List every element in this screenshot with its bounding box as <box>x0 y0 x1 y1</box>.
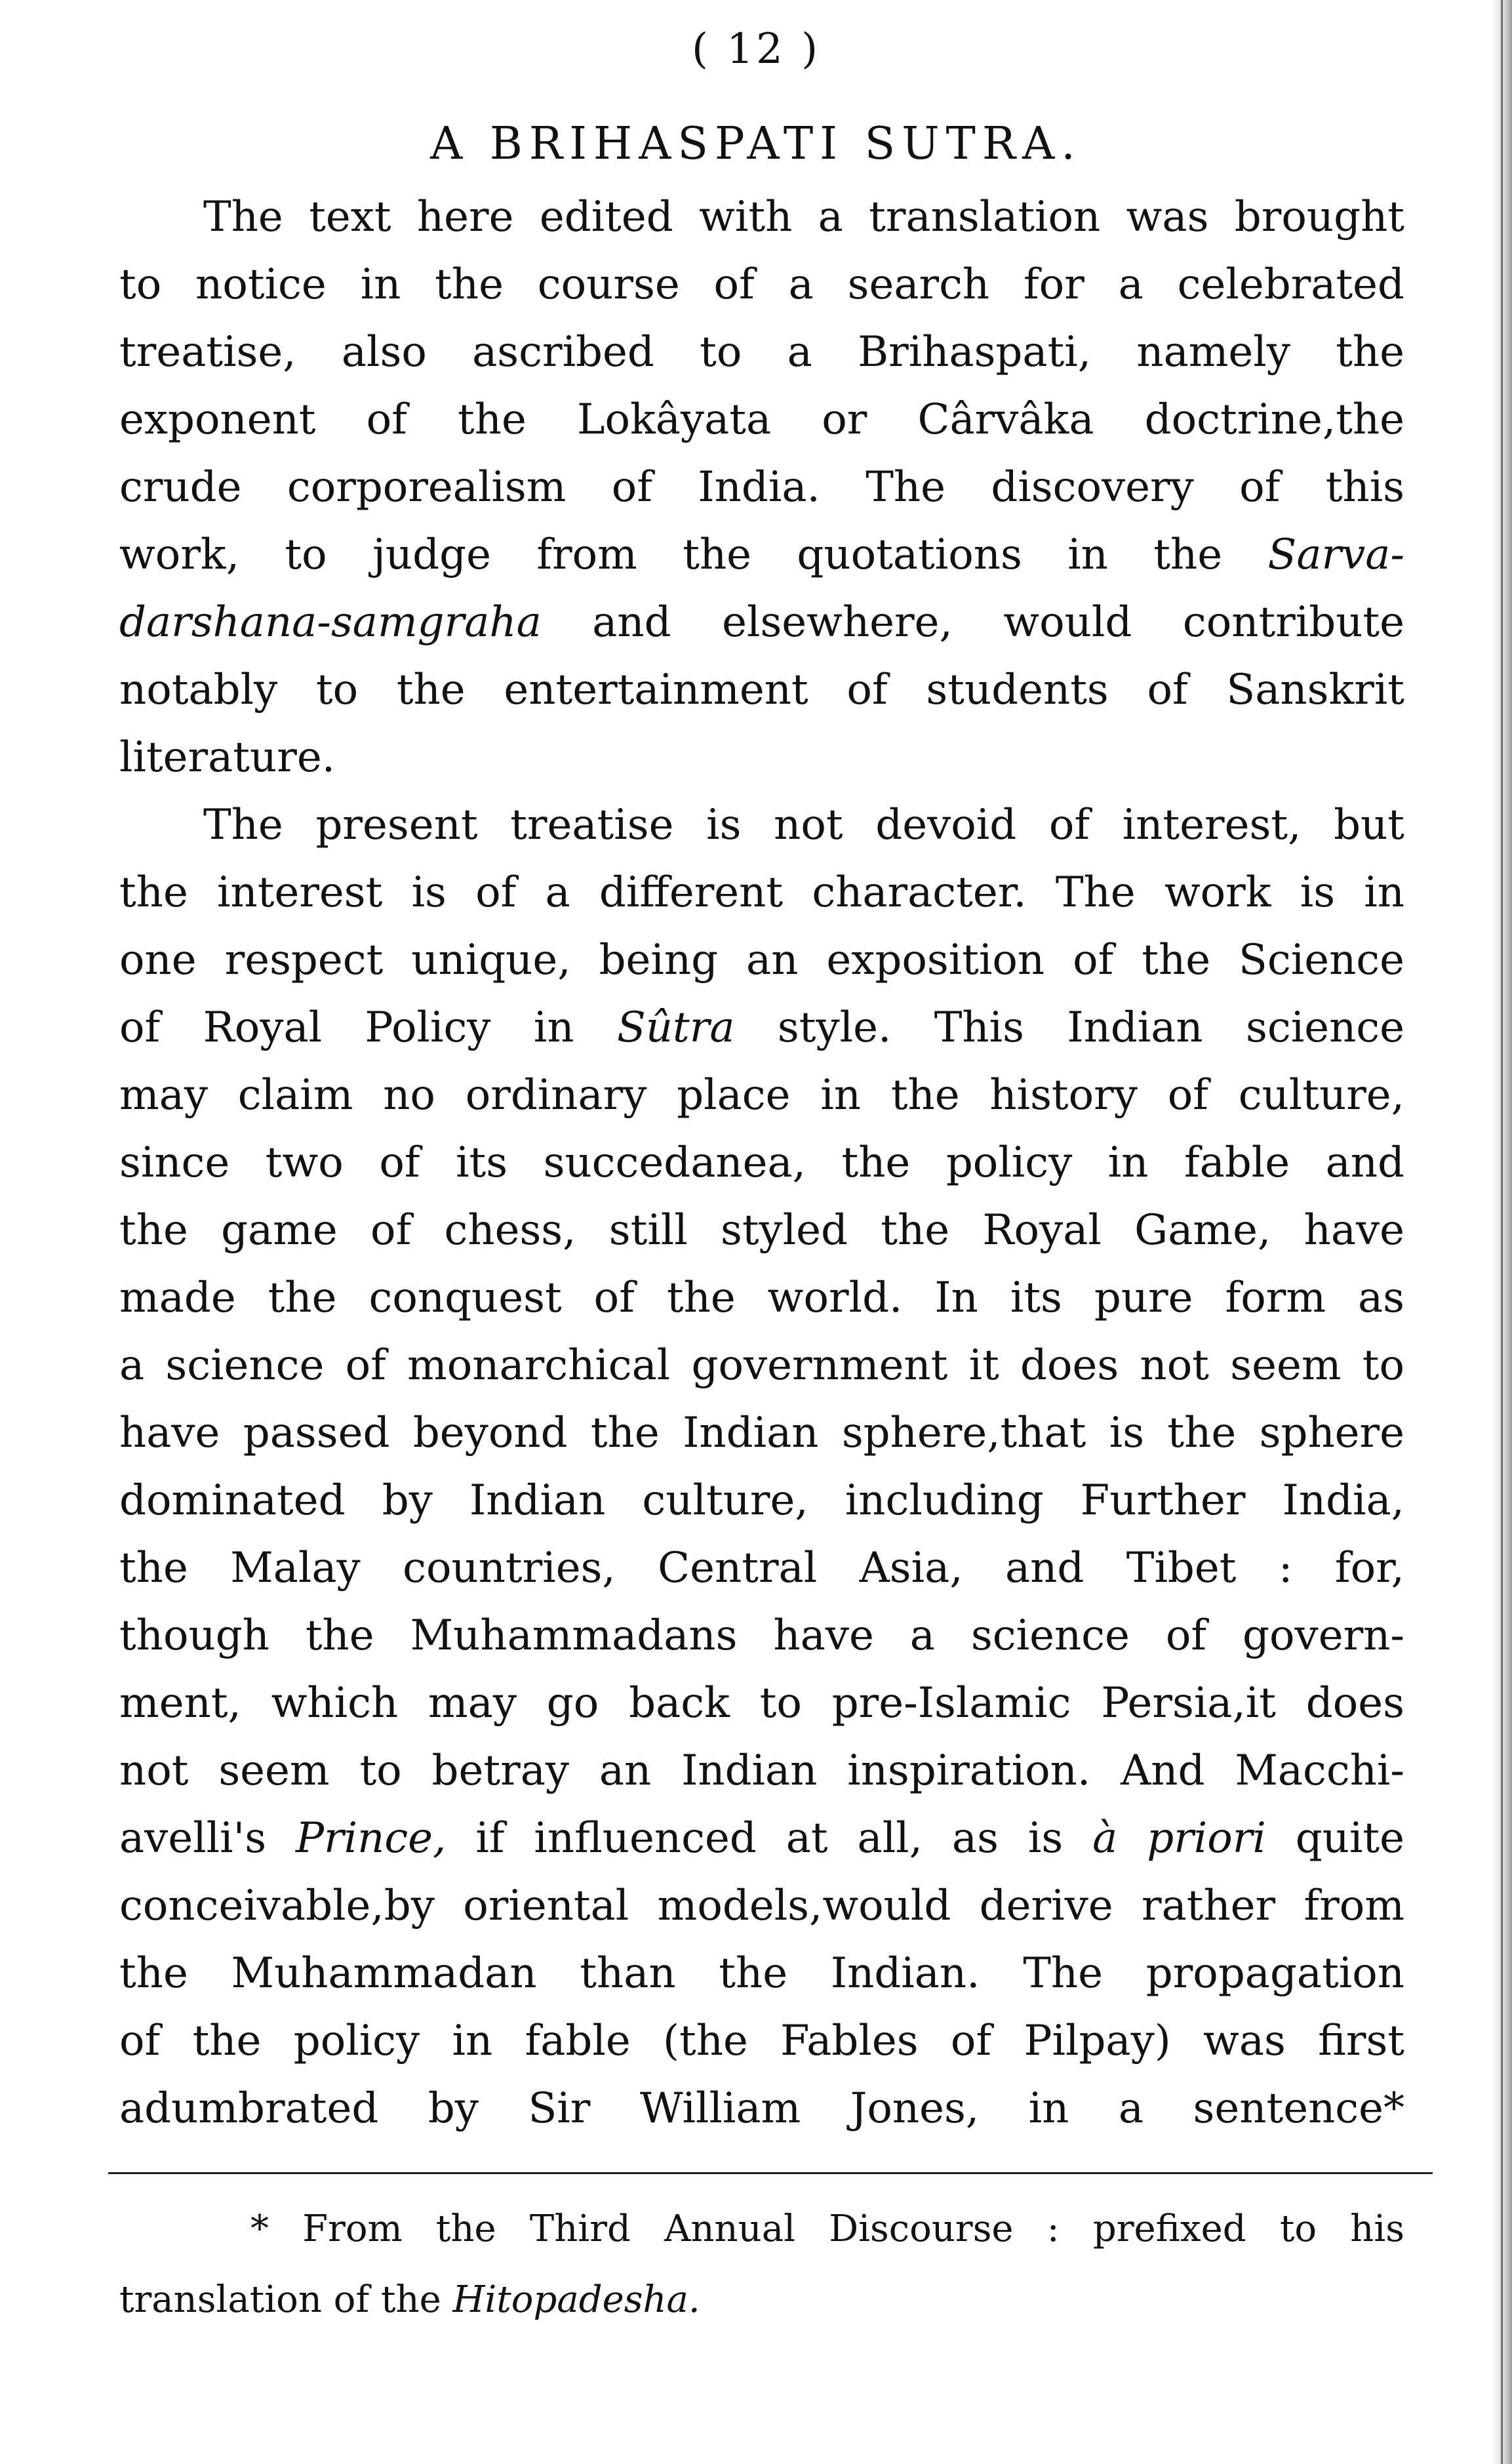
text-line: of the policy in fable (the Fables of Pilpay) was first <box>119 2017 1404 2065</box>
text-span: avelli's <box>119 1814 296 1863</box>
text-line: literature. <box>119 733 336 782</box>
italic-title: Prince, <box>295 1814 447 1863</box>
text-line: adumbrated by Sir William Jones, in a sentence* <box>119 2084 1404 2133</box>
text-line: notably to the entertainment of students of Sanskrit <box>119 666 1404 714</box>
text-line: the Muhammadan than the Indian. The propagation <box>119 1949 1404 1998</box>
text-line: since two of its succedanea, the policy in fable and <box>119 1139 1404 1187</box>
italic-word: Sûtra <box>616 1003 735 1052</box>
text-line <box>119 589 1404 656</box>
footnote-line: * From the Third Annual Discourse : prefixed to his <box>250 2208 1404 2250</box>
text-line: the game of chess, still styled the Royal Game, have <box>119 1206 1404 1255</box>
page-number: ( 12 ) <box>691 25 821 73</box>
text-line: though the Muhammadans have a science of govern- <box>119 1611 1404 1660</box>
text-span: style. This Indian science <box>734 1003 1404 1052</box>
text-span: if influenced at all, as is <box>446 1814 1093 1863</box>
text-line: the Malay countries, Central Asia, and Tibet : for, <box>119 1544 1404 1592</box>
text-line: dominated by Indian culture, including Further India, <box>119 1476 1404 1525</box>
text-line: the interest is of a different character. The work is in <box>119 868 1404 917</box>
text-line: conceivable,by oriental models,would derive rather from <box>119 1882 1404 1930</box>
text-span: work, to judge from the quotations in the <box>119 531 1223 579</box>
footnote <box>119 2194 1404 2335</box>
text-line: to notice in the course of a search for a celebrated <box>119 260 1404 309</box>
text-span: of Royal Policy in <box>119 1003 617 1052</box>
text-line: not seem to betray an Indian inspiration. And Macchi- <box>119 1747 1404 1795</box>
text-span: translation of the <box>119 2278 453 2321</box>
text-line: made the conquest of the world. In its pure form as <box>119 1274 1404 1322</box>
text-line: may claim no ordinary place in the history of culture, <box>119 1071 1404 1120</box>
page-edge-line <box>1501 0 1503 2464</box>
text-line: have passed beyond the Indian sphere,that is the sphere <box>119 1409 1404 1457</box>
text-span: quite <box>1265 1814 1404 1863</box>
footnote-line <box>119 2265 1404 2335</box>
italic-title: darshana-samgraha <box>119 598 542 647</box>
text-line <box>119 994 1404 1062</box>
footnote-rule <box>108 2172 1433 2174</box>
body-text <box>119 184 1404 2143</box>
text-span: and elsewhere, would contribute <box>541 598 1404 647</box>
italic-phrase: à priori <box>1092 1814 1266 1863</box>
text-line <box>119 521 1404 589</box>
text-line: The text here edited with a translation was brought <box>203 193 1404 241</box>
italic-title: Sarva- <box>1267 531 1404 579</box>
text-line: exponent of the Lokâyata or Cârvâka doctrine,the <box>119 395 1404 444</box>
page-title: A BRIHASPATI SUTRA. <box>430 118 1082 170</box>
text-line: one respect unique, being an exposition of the Science <box>119 936 1404 984</box>
text-line: ment, which may go back to pre-Islamic Persia,it does <box>119 1679 1404 1727</box>
text-line: a science of monarchical government it does not seem to <box>119 1341 1404 1390</box>
italic-title: Hitopadesha. <box>452 2278 700 2321</box>
text-line: crude corporealism of India. The discovery of this <box>119 463 1404 512</box>
text-line: treatise, also ascribed to a Brihaspati, namely the <box>119 328 1404 376</box>
text-line <box>119 1805 1404 1872</box>
text-line: The present treatise is not devoid of interest, but <box>203 801 1404 849</box>
